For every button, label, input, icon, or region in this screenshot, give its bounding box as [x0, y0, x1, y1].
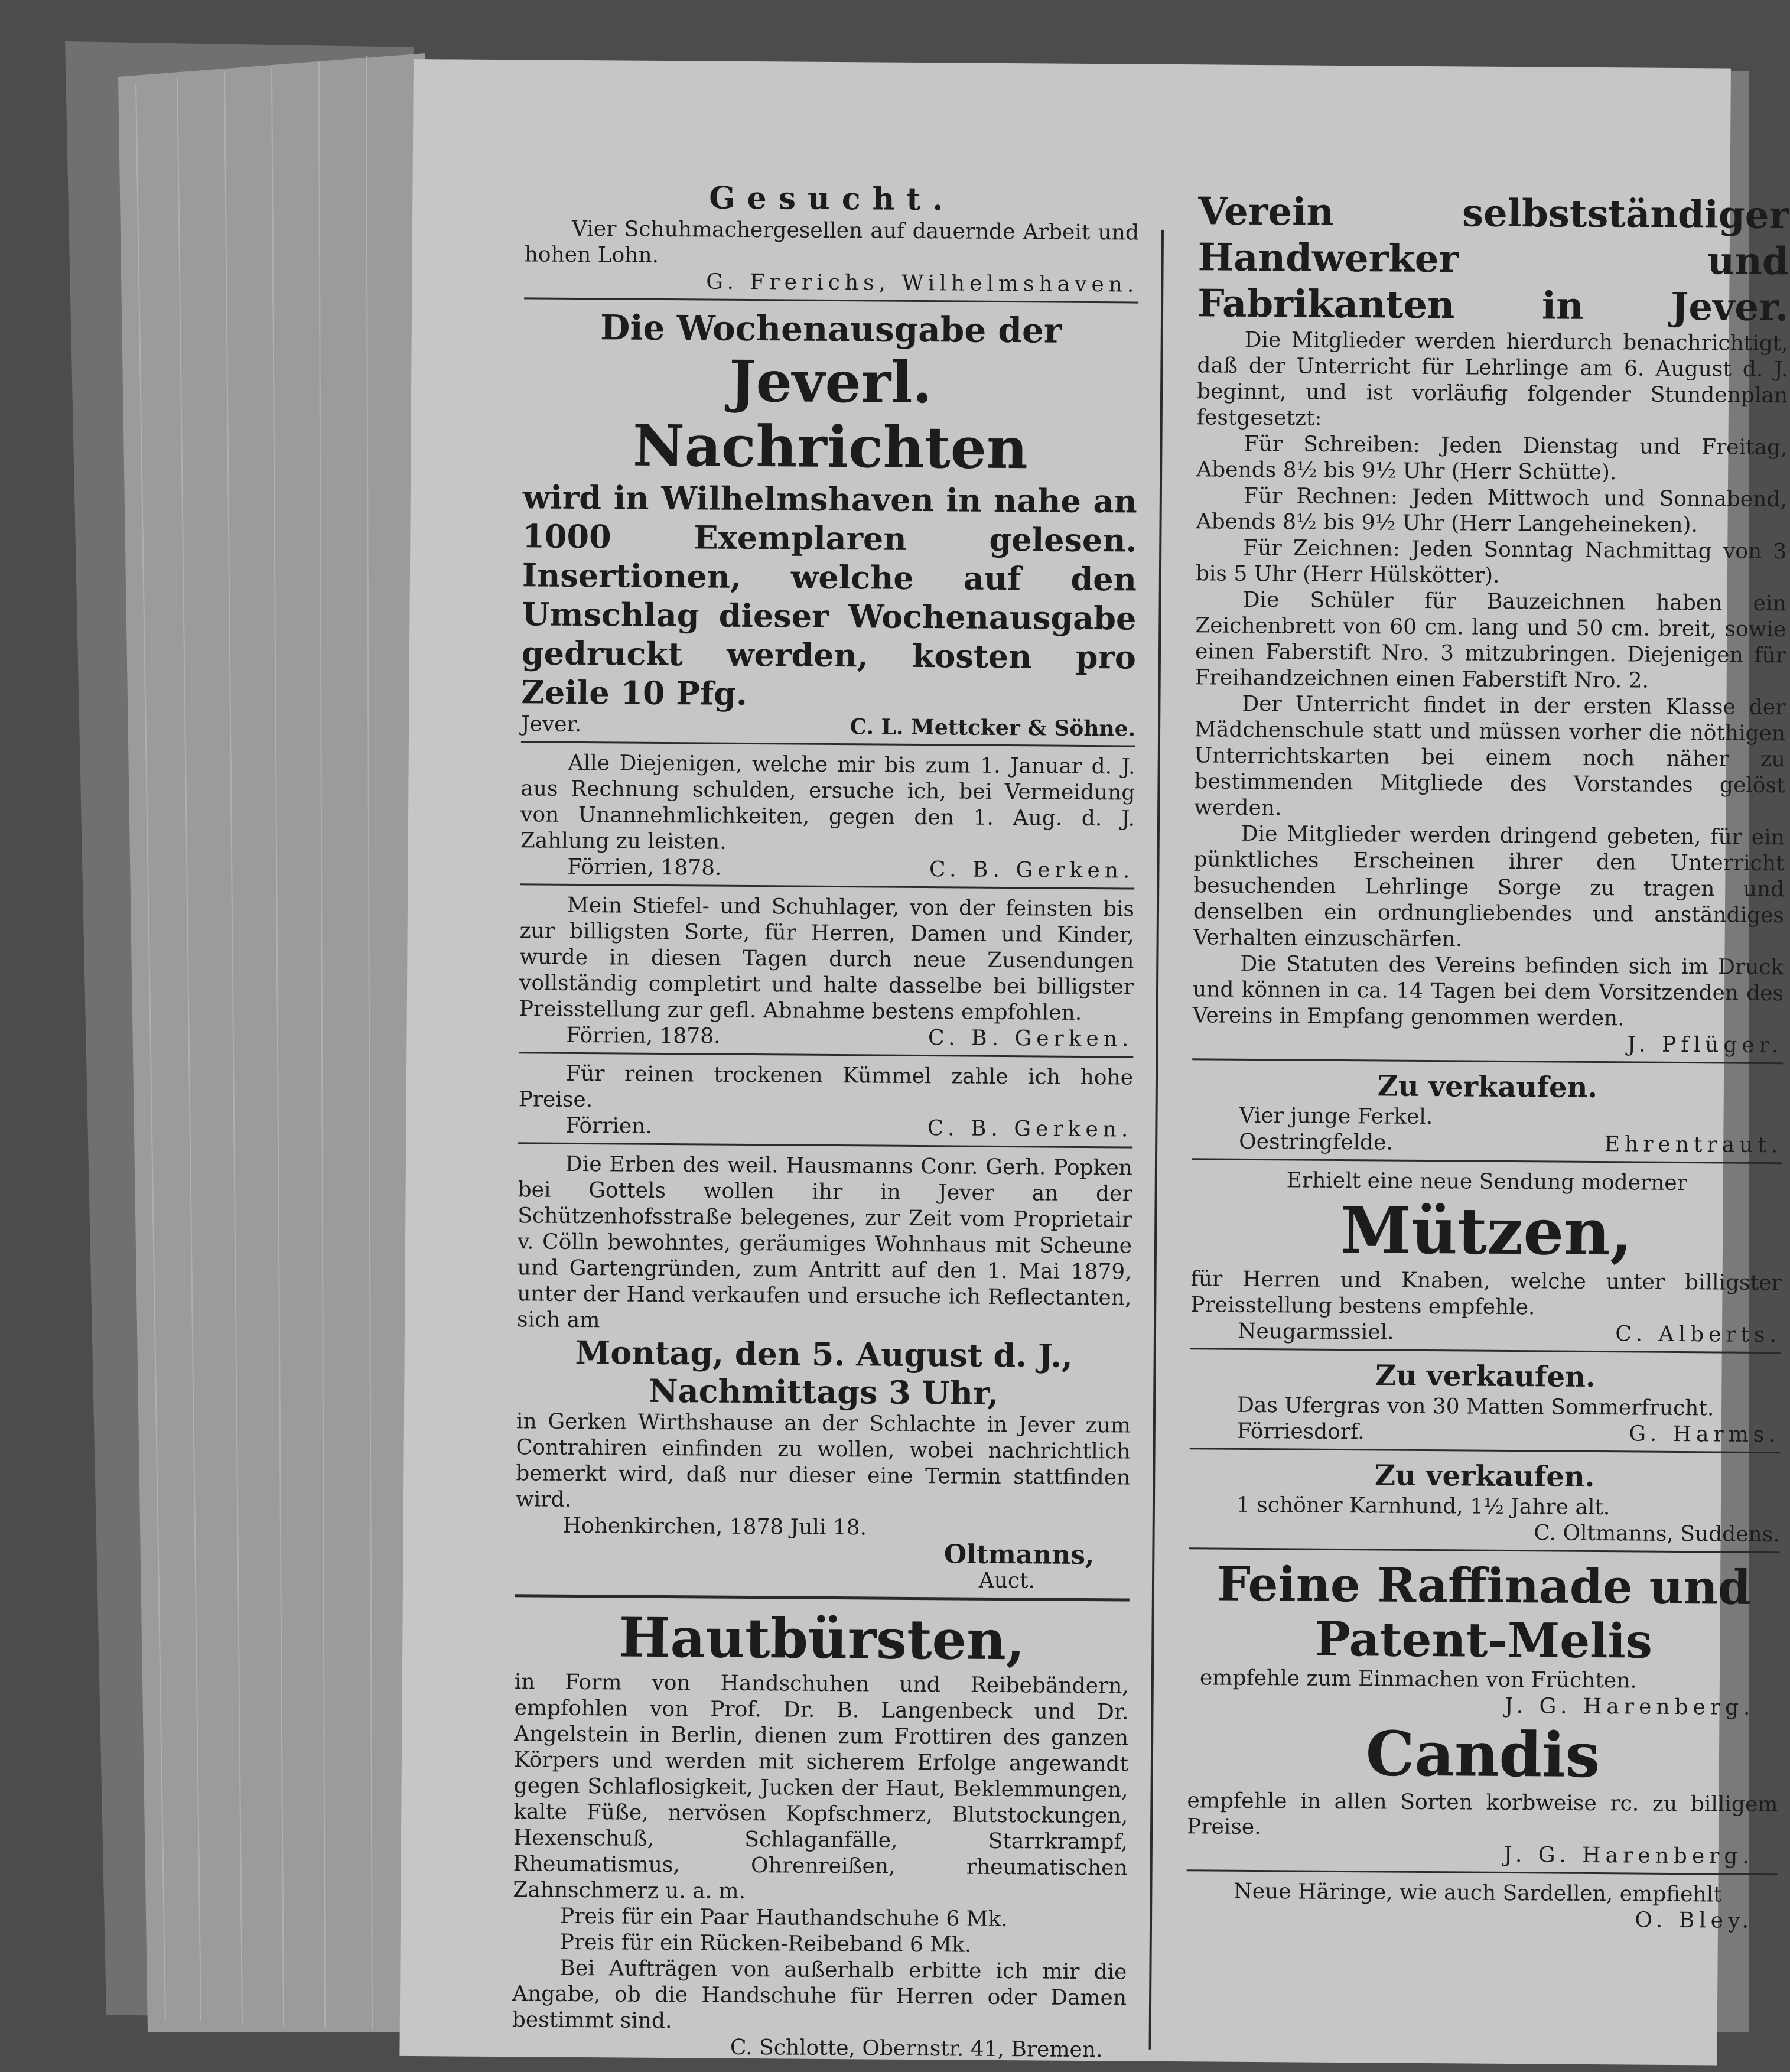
ad-footer [520, 854, 1134, 884]
ad-body: Alle Diejenigen, welche mir bis zum 1. Januar d. J. aus Rechnung schulden, ersuche ich, bei Vermeidung von Unannehmlichkeiten, gegen den 1. Aug. d. J. Zahlung zu leisten. [520, 750, 1135, 854]
ad-place: Förrien. [565, 1113, 653, 1139]
ad-paragraph: Der Unterricht findet in der ersten Klasse der Mädchenschule statt und müssen vorher die nöthigen Unterrichtskarten bei einem noch näher zu bestimmenden Mitgliede des Vorstandes gelöst werden. [1194, 691, 1786, 821]
ad-heading: Hautbürsten, [619, 1605, 1026, 1673]
separator [1189, 1547, 1779, 1553]
ad-paragraph: Für Zeichnen: Jeden Sonntag Nachmittag von 3 bis 5 Uhr (Herr Hülskötter). [1195, 535, 1787, 588]
separator [1190, 1448, 1781, 1453]
ad-place: Neugarmssiel. [1237, 1319, 1394, 1345]
ad-ufergras [1190, 1357, 1781, 1448]
ad-stiefel [519, 892, 1134, 1052]
ad-body: Neue Häringe, wie auch Sardellen, empfiehlt [1234, 1879, 1722, 1907]
ad-place: Förrien, 1878. [567, 854, 722, 880]
ad-body: Die Erben des weil. Hausmanns Conr. Gerh. Popken bei Gottels wollen ihr in Jever an der Schützenhofsstraße belegenes, zur Zeit vom Proprietair v. Cölln bewohntes, geräumiges Wohnhaus mit Scheune und Gartengründen, zum Antritt auf den 1. Mai 1879, unter der Hand verkaufen und ersuche ich Reflectanten, sich am [516, 1152, 1133, 1333]
ad-signature: C. Alberts. [1615, 1322, 1782, 1348]
ad-body: empfehle zum Einmachen von Früchten. [1199, 1666, 1637, 1693]
ad-paragraph: Die Mitglieder werden hierdurch benachrichtigt, daß der Unterricht für Lehrlinge am 6. August d. J. beginnt, und ist vorläufig folgender Stundenplan festgesetzt: [1196, 327, 1788, 431]
separator [519, 1052, 1133, 1058]
ad-ferkel [1192, 1067, 1783, 1159]
ad-place: Förriesdorf. [1236, 1419, 1365, 1445]
ad-signature: C. Schlotte, Obernstr. 41, Bremen. [730, 2035, 1103, 2063]
ad-body: in Form von Handschuhen und Reibebändern, empfohlen von Prof. Dr. B. Langenbeck und Dr. Angelstein in Berlin, dienen zum Frottiren des ganzen Körpers und werden mit sicherem Erfolge angewandt gegen Schlaflosigkeit, Jucken der Haut, Beklemmungen, kalte Füße, nervösen Kopfschmerz, Blutstockungen, Hexenschuß, Schlaganfälle, Starrkrampf, Rheumatismus, Ohrenreißen, rheumatischen Zahnschmerz u. a. m. [513, 1670, 1129, 1904]
ad-heading: Candis [1365, 1717, 1600, 1792]
ad-body: Das Ufergras von 30 Matten Sommerfrucht. [1236, 1393, 1714, 1421]
ad-gesucht [524, 178, 1139, 298]
ad-signature: J. G. Harenberg. [1504, 1693, 1755, 1720]
ad-footer [518, 1113, 1132, 1143]
separator [515, 1594, 1130, 1601]
ad-body: Für reinen trockenen Kümmel zahle ich hohe Preise. [518, 1061, 1134, 1113]
ad-body: Mein Stiefel- und Schuhlager, von der feinsten bis zur billigsten Sorte, für Herren, Damen und Kinder, wurde in diesen Tagen durch neue Zusendungen vollständig completirt und halte dasselbe bei billigster Preisstellung zur gefl. Abnahme bestens empfohlen. [519, 893, 1135, 1025]
ad-body: 1 schöner Karnhund, 1½ Jahre alt. [1236, 1492, 1610, 1520]
ad-muetzen [1190, 1167, 1782, 1348]
ad-signature: G. Harms. [1629, 1422, 1781, 1448]
newspaper-page [399, 59, 1789, 2065]
ad-place: Hohenkirchen, 1878 Juli 18. [562, 1513, 867, 1540]
ad-candis [1187, 1717, 1779, 1870]
ad-hautbuersten [512, 1604, 1129, 2063]
ad-heading: Zu verkaufen. [1374, 1459, 1595, 1494]
ad-heading: Verein selbstständiger Handwerker und Fabrikanten in Jever. [1197, 189, 1789, 330]
ad-intro: Erhielt eine neue Sendung moderner [1286, 1168, 1688, 1196]
ad-signature: G. Frerichs, Wilhelmshaven. [706, 269, 1139, 297]
ad-footer [521, 711, 1135, 741]
ad-place: Förrien, 1878. [566, 1023, 721, 1049]
ad-heading: Feine Raffinade und [1216, 1556, 1752, 1615]
ad-body: Vier Schuhmachergesellen auf dauernde Arbeit und hohen Lohn. [524, 216, 1140, 268]
separator [1190, 1348, 1781, 1354]
separator [521, 741, 1135, 747]
ad-kuemmel [518, 1061, 1133, 1143]
ad-signature-role: Auct. [978, 1568, 1036, 1593]
ad-body: für Herren und Knaben, welche unter billigster Preisstellung bestens empfehle. [1190, 1267, 1782, 1320]
ad-signature: C. B. Gerken. [927, 1026, 1134, 1052]
ad-heading: Zu verkaufen. [1375, 1359, 1596, 1394]
ad-signature: C. B. Gerken. [927, 1116, 1133, 1142]
ad-price-1: Preis für ein Paar Hauthandschuhe 6 Mk. [559, 1904, 1008, 1932]
ad-heading: Gesucht. [709, 180, 955, 218]
ad-signature: C. B. Gerken. [929, 857, 1135, 883]
ad-date-line: Montag, den 5. August d. J., [575, 1333, 1073, 1375]
ad-signature: O. Bley. [1635, 1908, 1754, 1933]
right-column [1186, 188, 1789, 1934]
ad-signature: Oltmanns, [943, 1539, 1095, 1571]
ad-footer [1190, 1318, 1781, 1348]
ad-footer [519, 1022, 1133, 1052]
ad-heading: Mützen, [1340, 1193, 1633, 1270]
ad-signature: C. Oltmanns, Suddens. [1534, 1521, 1780, 1547]
left-column [512, 178, 1139, 2063]
ad-heading-large: Jeverl. Nachrichten [632, 347, 1029, 482]
separator [1192, 1158, 1782, 1164]
separator [1192, 1058, 1783, 1064]
ad-body: Vier junge Ferkel. [1239, 1103, 1433, 1130]
ad-heading: Zu verkaufen. [1377, 1069, 1598, 1105]
ad-wochenausgabe [521, 306, 1138, 741]
ad-paragraph: Für Rechnen: Jeden Mittwoch und Sonnabend, Abends 8½ bis 9½ Uhr (Herr Langeheineken). [1196, 483, 1787, 538]
column-divider [1149, 230, 1164, 2050]
ad-schulden [520, 750, 1135, 884]
ad-signature: C. L. Mettcker & Söhne. [850, 714, 1136, 741]
ad-heading: Die Wochenausgabe der [600, 307, 1062, 351]
ad-footer [1192, 1128, 1782, 1159]
ad-paragraph: Für Schreiben: Jeden Dienstag und Freitag, Abends 8½ bis 9½ Uhr (Herr Schütte). [1196, 431, 1788, 485]
ad-paragraph: Die Statuten des Vereins befinden sich im Druck und können in ca. 14 Tagen bei dem Vorsitzenden des Vereins in Empfang genommen werden. [1192, 951, 1784, 1031]
ad-price-2: Preis für ein Rücken-Reibeband 6 Mk. [559, 1930, 972, 1957]
separator [518, 1142, 1132, 1148]
ad-heading: Patent-Melis [1314, 1611, 1653, 1669]
ad-raffinade [1187, 1556, 1779, 1721]
ad-karnhund [1189, 1456, 1780, 1548]
ad-body-continued: in Gerken Wirthshause an der Schlachte in Jever zum Contrahiren einfinden zu wollen, wobei nachrichtlich bemerkt wird, daß nur dieser eine Termin stattfinden wird. [515, 1409, 1131, 1512]
separator [1187, 1869, 1778, 1875]
ad-verein [1192, 188, 1789, 1059]
ad-time-line: Nachmittags 3 Uhr, [649, 1371, 999, 1412]
ad-footer [1190, 1418, 1781, 1448]
ad-body-continued: Bei Aufträgen von außerhalb erbitte ich mir die Angabe, ob die Handschuhe für Herren oder Damen bestimmt sind. [512, 1956, 1127, 2034]
ad-paragraph: Die Mitglieder werden dringend gebeten, für ein pünktliches Erscheinen ihrer den Unterricht besuchenden Lehrlinge Sorge zu tragen und denselben ein ordnungliebendes und anständiges Verhalten einzuschärfen. [1193, 821, 1785, 952]
ad-body: empfehle in allen Sorten korbweise rc. zu billigem Preise. [1187, 1788, 1778, 1840]
ad-erben [515, 1151, 1132, 1595]
ad-body: wird in Wilhelmshaven in nahe an 1000 Exemplaren gelesen. Insertionen, welche auf den Umschlag dieser Wochenausgabe gedruckt werden, kosten pro Zeile 10 Pfg. [521, 478, 1138, 713]
ad-paragraph: Die Schüler für Bauzeichnen haben ein Zeichenbrett von 60 cm. lang und 50 cm. breit, sowie einen Faberstift Nro. 3 mitzubringen. Diejenigen für Freihandzeichnen einen Faberstift Nro. 2. [1195, 587, 1786, 693]
ad-place: Jever. [521, 712, 582, 737]
ad-haeringe [1186, 1878, 1778, 1934]
separator [520, 883, 1134, 889]
ad-signature: J. G. Harenberg. [1503, 1842, 1754, 1869]
ad-place: Oestringfelde. [1239, 1129, 1394, 1155]
separator [524, 297, 1138, 303]
ad-signature: Ehrentraut. [1604, 1132, 1783, 1158]
ad-signature: J. Pflüger. [1627, 1032, 1784, 1058]
